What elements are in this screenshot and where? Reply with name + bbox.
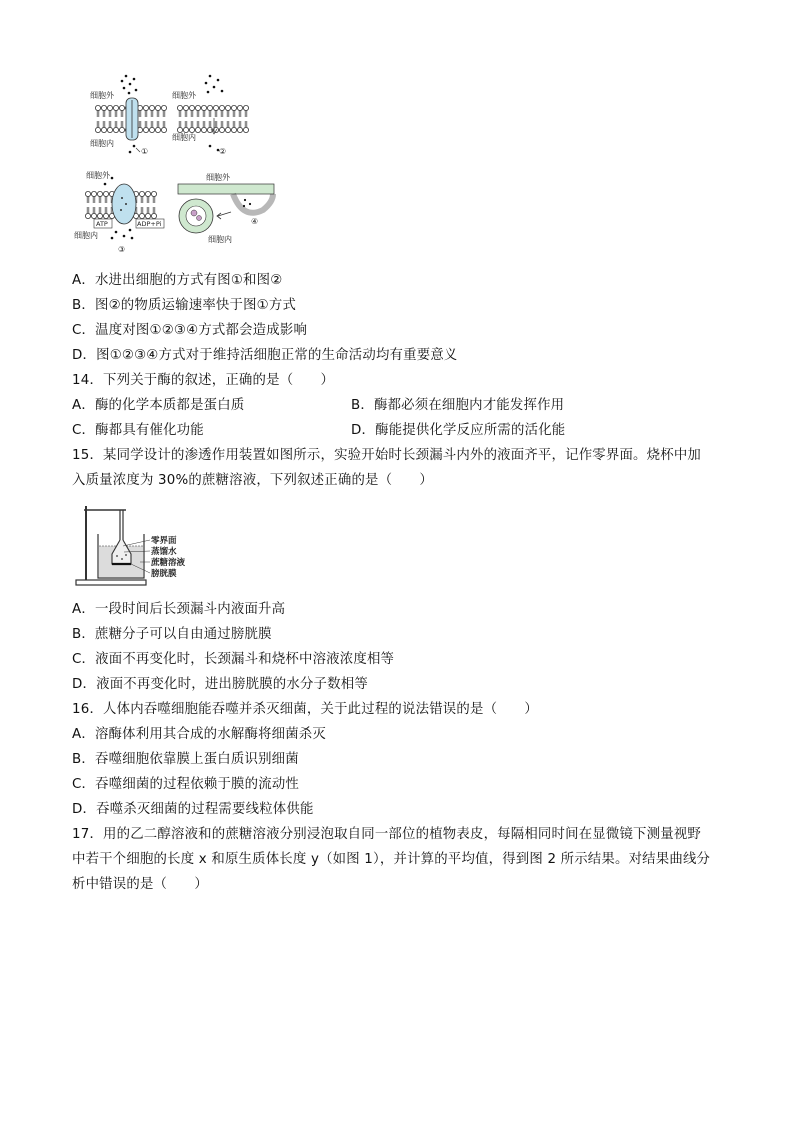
carrier-protein <box>112 184 136 224</box>
panel-4-endocytosis <box>178 172 274 244</box>
marker-3: ③ <box>118 245 126 254</box>
panel-3-active-transport <box>74 170 164 254</box>
q16-stem: 16．人体内吞噬细胞能吞噬并杀灭细菌，关于此过程的说法错误的是（ ） <box>72 702 538 717</box>
q13-option-c: C．温度对图①②③④方式都会造成影响 <box>72 323 308 338</box>
q15-stem-line-1: 15．某同学设计的渗透作用装置如图所示，实验开始时长颈漏斗内外的液面齐平，记作零界面。烧杯中加 <box>72 448 702 463</box>
q16-option-d: D．吞噬杀灭细菌的过程需要线粒体供能 <box>72 802 314 817</box>
q14-option-c: C．酶都具有催化功能 <box>72 423 204 438</box>
inside-label: 细胞内 <box>74 231 98 240</box>
label-zero-interface: 零界面 <box>151 536 177 546</box>
inside-label: 细胞内 <box>208 235 232 244</box>
q16-option-a: A．溶酶体利用其合成的水解酶将细菌杀灭 <box>72 727 326 742</box>
panel-1-channel-diffusion <box>90 75 167 156</box>
panel-2-free-diffusion <box>172 75 249 156</box>
q15-option-d: D．液面不再变化时，进出膀胱膜的水分子数相等 <box>72 677 368 692</box>
inside-label: 细胞内 <box>172 133 196 142</box>
osmosis-apparatus-figure <box>74 500 204 588</box>
q17-stem-line-3: 析中错误的是（ ） <box>72 877 208 892</box>
q15-stem-line-2: 入质量浓度为 30%的蔗糖溶液，下列叙述正确的是（ ） <box>72 473 433 488</box>
q13-option-b: B．图②的物质运输速率快于图①方式 <box>72 298 297 313</box>
stand-base <box>76 580 146 585</box>
inside-label: 细胞内 <box>90 139 114 148</box>
q14-option-a: A．酶的化学本质都是蛋白质 <box>72 398 245 413</box>
outside-label: 细胞外 <box>90 91 114 100</box>
q14-option-d: D．酶能提供化学反应所需的活化能 <box>351 423 566 438</box>
membrane-transport-figure <box>68 70 283 260</box>
q17-stem-line-1: 17．用的乙二醇溶液和的蔗糖溶液分别浸泡取自同一部位的植物表皮，每隔相同时间在显微镜下测量视野 <box>72 827 702 842</box>
q15-option-a: A．一段时间后长颈漏斗内液面升高 <box>72 602 286 617</box>
q16-option-c: C．吞噬细菌的过程依赖于膜的流动性 <box>72 777 299 792</box>
marker-2: ② <box>219 147 227 156</box>
outside-label: 细胞外 <box>86 171 110 180</box>
q13-option-a: A．水进出细胞的方式有图①和图② <box>72 273 283 288</box>
q13-option-d: D．图①②③④方式对于维持活细胞正常的生命活动均有重要意义 <box>72 348 458 363</box>
q16-option-b: B．吞噬细胞依靠膜上蛋白质识别细菌 <box>72 752 299 767</box>
outside-label: 细胞外 <box>206 173 230 182</box>
marker-4: ④ <box>251 217 259 226</box>
atp-label: ATP <box>96 220 108 228</box>
q14-stem: 14．下列关于酶的叙述，正确的是（ ） <box>72 373 335 388</box>
label-distilled-water: 蒸馏水 <box>151 547 177 557</box>
q17-stem-line-2: 中若干个细胞的长度 x 和原生质体长度 y（如图 1），并计算的平均值，得到图 2 所示结果。对结果曲线分 <box>72 852 711 867</box>
label-sucrose-solution: 蔗糖溶液 <box>151 558 186 568</box>
marker-1: ① <box>141 147 149 156</box>
label-bladder-membrane: 膀胱膜 <box>151 569 177 579</box>
q14-option-b: B．酶都必须在细胞内才能发挥作用 <box>351 398 565 413</box>
outside-label: 细胞外 <box>172 91 196 100</box>
q15-option-b: B．蔗糖分子可以自由通过膀胱膜 <box>72 627 272 642</box>
q15-option-c: C．液面不再变化时，长颈漏斗和烧杯中溶液浓度相等 <box>72 652 395 667</box>
adp-label: ADP+Pi <box>137 220 162 228</box>
